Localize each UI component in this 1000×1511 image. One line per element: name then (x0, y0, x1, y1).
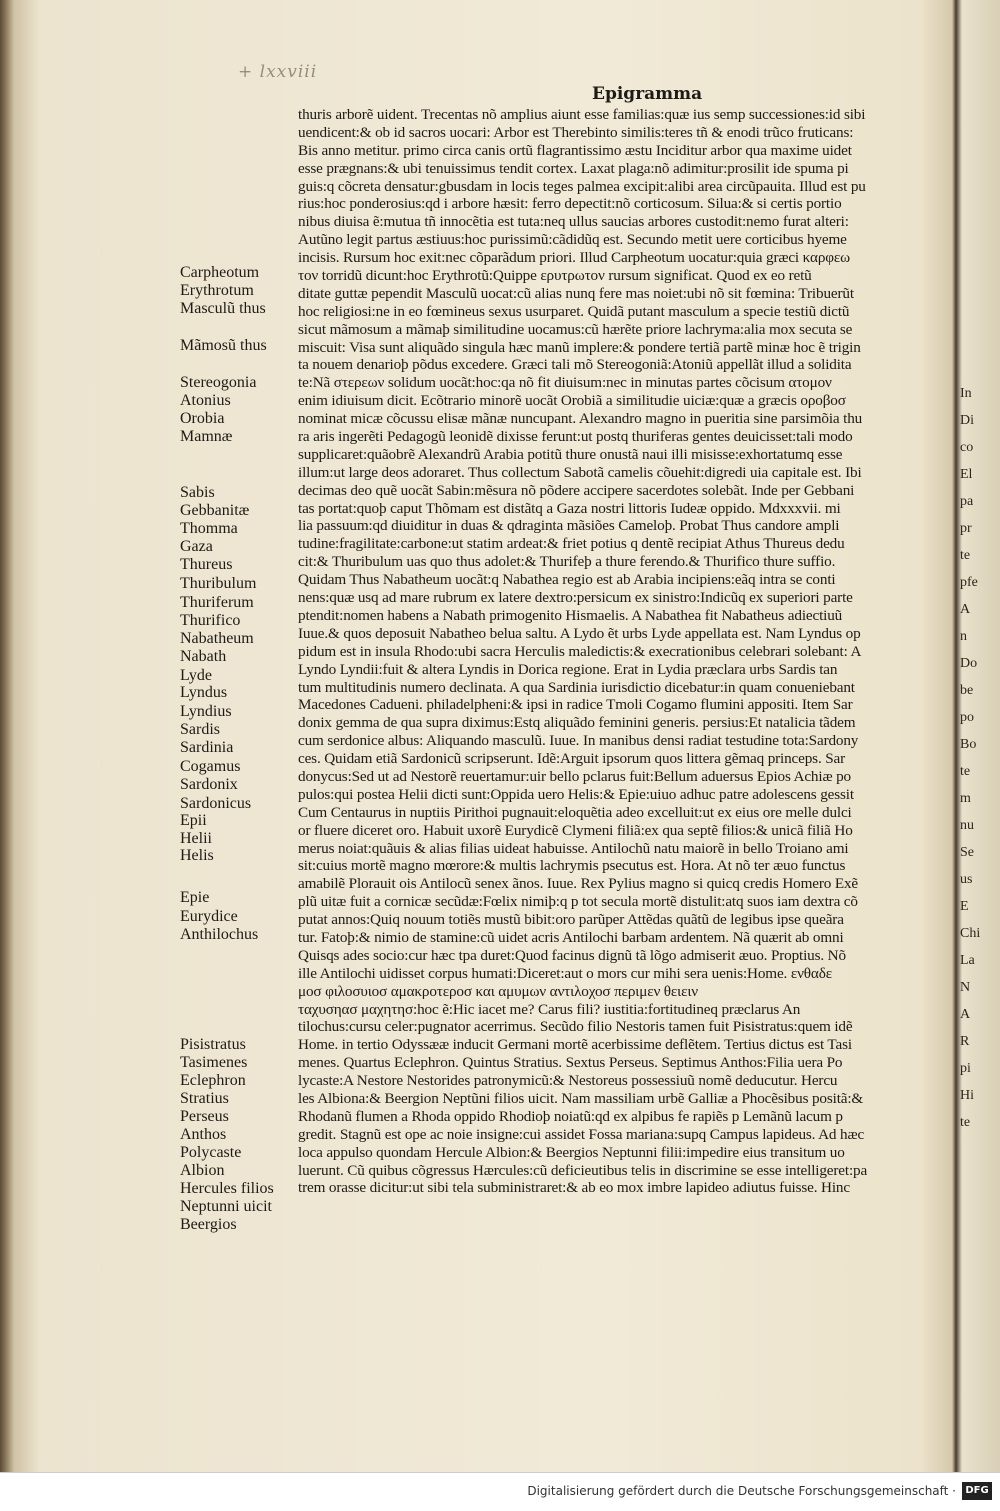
text-line: trem orasse dicitur:ut sibi tela subministraret:& ab eo mox imbre lapideo adiutus fuisse. Hinc (298, 1179, 850, 1197)
text-line: supplicaret:quãobrẽ Alexandrũ Arabia potitũ thure onustã naui illi misisse:exhortatumq esse (298, 445, 843, 463)
facing-page-fragment: Di (960, 413, 974, 428)
text-line: Quisqs ades socio:cur hæc tpa duret:Quod facinus dignũ tã lõgo admiserit æuo. Proptius. Nõ (298, 946, 846, 964)
margin-note: Epie (180, 889, 210, 906)
facing-page-fragment: N (960, 980, 971, 995)
margin-note: Thuriferum (180, 594, 254, 611)
margin-note: Lyndius (180, 703, 232, 720)
margin-note: Beergios (180, 1216, 237, 1233)
margin-note: Sardinia (180, 739, 234, 756)
facing-page-fragment: us (960, 872, 973, 887)
margin-note: Lyde (180, 667, 212, 684)
facing-page-fragment: E (960, 899, 969, 914)
margin-note: Helii (180, 830, 212, 847)
text-line: loca appulso quondam Hercule Albion:& Beergios Neptunni filii:impedire eius transitum uo (298, 1143, 845, 1161)
text-line: Iuue.& quos deposuit Nabatheo belua saltu. A Lydo ẽt urbs Lyde appellata est. Nam Lyndus op (298, 624, 861, 642)
text-line: ra aris ingerẽti Pedagogũ leonidẽ dixisse ferunt:ut postq thuriferas gentes deuicisset:tali modo (298, 428, 853, 446)
facing-page-fragment: po (960, 710, 974, 725)
text-line: pidum est in insula Rhodo:ubi sacra Herculis maledictis:& execrationibus celebrari solebant: A (298, 642, 862, 660)
facing-page-edge (960, 380, 1000, 1136)
text-line: uendicent:& ob id sacros uocari: Arbor est Therebinto similis:teres tñ & enodi trũco fruticans: (298, 123, 854, 141)
book-page (12, 0, 962, 1472)
facing-page-fragment: Chi (960, 926, 981, 941)
text-line: cum serdonice albus: Aliquando masculũ. Iuue. In manibus densi radiat testudine tota:Sardony (298, 732, 859, 750)
text-line: Lyndo Lyndii:fuit & altera Lyndis in Dorica regione. Erat in Lydia præclara urbs Sardis tan (298, 660, 838, 678)
text-line: Bis anno metitur. primo circa canis ortũ flagrantissimo æstu Inciditur arbor qua maxime uidet (298, 141, 852, 159)
facing-page-fragment: Bo (960, 737, 977, 752)
facing-page-fragment: m (960, 791, 971, 806)
margin-note: Mamnæ (180, 428, 233, 445)
facing-page-fragment: te (960, 548, 971, 563)
margin-note: Anthos (180, 1126, 227, 1143)
facing-page-fragment: Hi (960, 1088, 974, 1103)
margin-note: Sardis (180, 721, 220, 738)
text-line: illum:ut large deos adoraret. Thus collectum Sabotã camelis cõuehit:digredi uia capitale est. Ibi (298, 463, 862, 481)
text-line: lycaste:A Nestore Nestorides patronymicũ:& Nestoreus possessiuũ nomẽ deducutur. Hercu (298, 1072, 838, 1090)
text-line: sicut mãmosum a mãmaþ similitudine uocamus:cũ hærẽte priore lachryma:alia mox secuta se (298, 320, 853, 338)
margin-note: Stereogonia (180, 374, 257, 391)
text-line: tas portat:quoþ caput Thõmam est distãtq a Gaza nostri littoris Iudeæ oppido. Mdxxxvii. mi (298, 499, 841, 517)
margin-note: Albion (180, 1162, 225, 1179)
margin-note: Helis (180, 847, 214, 864)
text-line: enim idiuisum dicit. Ecõtrario minorẽ uocãt Orobiã a similitudie uiciæ:quæ a græcis οροβοσ (298, 392, 846, 410)
text-line: hoc religiosi:ne in eo fœmineus sexus usurparet. Quidã putant masculum a specie testiũ dictũ (298, 302, 850, 320)
text-line: guis:q cõcreta densatur:gbusdam in locis teges palmea excipit:alibi area circũpauita. Illud est pu (298, 177, 866, 195)
facing-page-fragment: A (960, 1007, 971, 1022)
text-line: ditate guttæ pependit Masculũ uocat:cũ alias nunq fere mas noiet:ubi nõ sit fœmina: Tribuerũt (298, 284, 854, 302)
text-line: ille Antilochi uidisset corpus humati:Diceret:aut o mors cur mihi sera uenis:Home. ενθαδε (298, 964, 832, 982)
margin-note: Erythrotum (180, 282, 254, 299)
margin-note: Polycaste (180, 1144, 242, 1161)
text-line: tum multitudinis numero declinata. A qua Sardinia iurisdictio dicebatur:in quam conueniebant (298, 678, 855, 696)
text-line: sit:cuius mortẽ magno mœrore:& multis lachrymis psecutus est. Hora. At nõ ter æuo functus (298, 857, 846, 875)
text-line: Quidam Thus Nabatheum uocãt:q Nabathea regio est ab Arabia incipiens:eãq intra se conti (298, 571, 836, 589)
margin-note: Eclephron (180, 1072, 246, 1089)
margin-note: Thurifico (180, 612, 241, 629)
facing-page-fragment: co (960, 440, 974, 455)
text-line: plũ uitæ fuit a cornicæ secũdæ:Fœlix nimiþ:q p tot secula mortẽ distulit:atq suos iam dextra cõ (298, 893, 858, 911)
text-line: esse prægnans:& ubi tenuissimus tendit cortex. Laxat plaga:nõ adimitur:prosilit ide spuma pi (298, 159, 849, 177)
margin-note: Nabath (180, 648, 227, 665)
facing-page-fragment: pr (960, 521, 972, 536)
text-line: nibus diuisa ẽ:mutua tñ innocẽtia est tuta:neq ullus saucias arbores custodit:nemo furat alteri: (298, 213, 849, 231)
text-line: thuris arborẽ uident. Trecentas nõ amplius aiunt esse familias:quæ ius semp successiones:id sibi (298, 106, 866, 123)
margin-note: Nabatheum (180, 630, 254, 647)
margin-note: Atonius (180, 392, 231, 409)
margin-note: Orobia (180, 410, 225, 427)
facing-page-fragment: El (960, 467, 973, 482)
margin-note: Eurydice (180, 908, 238, 925)
text-line: tur. Fatoþ:& nimio de stamine:cũ uidet acris Antilochi barbam ardentem. Nã quærit ab omni (298, 928, 844, 946)
facing-page-fragment: te (960, 764, 971, 779)
dfg-logo: DFG (962, 1482, 992, 1500)
text-line: μοσ φιλοσυιοσ αμακροτεροσ και αμυμων αντιλοχοσ περιμεν θειειν (298, 982, 698, 1000)
facing-page-fragment: Se (960, 845, 974, 860)
text-line: ταχυσηασ μαχητησ:hoc ẽ:Hic iacet me? Carus fili? iustitia:fortitudineq præclarus An (298, 1000, 801, 1018)
facing-page-fragment: nu (960, 818, 974, 833)
text-line: or fluere diceret oro. Habuit uxorẽ Eurydicẽ Clymeni filiã:ex qua septẽ filios:& unicã filiã Ho (298, 821, 853, 839)
text-line: Cum Centaurus in nuptiis Pirithoi pugnauit:eloquẽtia adeo excelluit:ut ex eius ore melle dulci (298, 803, 852, 821)
margin-note: Thuribulum (180, 575, 257, 592)
text-line: ptendit:nomen habens a Nabath primogenito Hismaelis. A Nabathea fit Nabatheus adiectiuũ (298, 606, 843, 624)
text-line: merus noiat:quãuis & alias filias uideat habuisse. Antilochũ natu maiorẽ in bello Troiano ami (298, 839, 849, 857)
text-line: te:Nã στερεων solidum uocãt:hoc:qa nõ fit diuisum:nec in minutas partes cõcisum ατομον (298, 374, 832, 392)
margin-note: Carpheotum (180, 264, 260, 281)
text-line: donix gemma de qua supra diximus:Estq aliquãdo feminini generis. persius:Et natalicia tãdem (298, 714, 856, 732)
facing-page-fragment: pi (960, 1061, 971, 1076)
text-line: tudine:fragilitate:carbone:ut statim ardeat:& friet potius q dentẽ recipiat Athus Thureus dedu (298, 535, 845, 553)
margin-note: Epii (180, 812, 207, 829)
margin-note: Sardonicus (180, 795, 252, 812)
facing-page-fragment: be (960, 683, 974, 698)
facing-page-fragment: R (960, 1034, 970, 1049)
text-line: decimas deo quẽ uocãt Sabin:mẽsura nõ põdere accipere sacerdotes solebãt. Inde per Gebbani (298, 481, 855, 499)
facing-page-fragment: pfe (960, 575, 978, 590)
text-line: luerunt. Cũ quibus cõgressus Hærcules:cũ deficieutibus telis in discrimine se esse intelligeret:pa (298, 1161, 868, 1179)
text-line: nominat micæ cõcussu elisæ mãnæ nuncupant. Alexandro magno in pueritia sine parsimõia thu (298, 410, 863, 428)
margin-note: Lyndus (180, 684, 228, 701)
margin-note: Sabis (180, 484, 215, 501)
text-line: rius:hoc ponderosius:qd i arbore hæsit: ferro depectit:nõ corticosum. Silua:& si certis portio (298, 195, 842, 213)
text-line: τον torridũ dicunt:hoc Erythrotũ:Quippe ερυτρωτον rursum significat. Quod ex eo retũ (298, 267, 812, 285)
text-line: cit:& Thuribulum uas quo thus adolet:& Thurifeþ a thure ferendo.& Thurifico thure suffio. (298, 553, 836, 571)
text-line: amabilẽ Plorauit ois Antilocũ senex ãnos. Iuue. Rex Pylius magno si quicq credis Homero Exẽ (298, 875, 858, 893)
text-line: ces. Quidam etiã Sardonicũ scripserunt. Idẽ:Arguit ipsorum quos littera gẽmaq princeps. Sar (298, 750, 846, 768)
margin-note: Gaza (180, 538, 213, 555)
margin-note: Thomma (180, 520, 238, 537)
facing-page-fragment: pa (960, 494, 974, 509)
text-line: ta nouem denarioþ põdus excedere. Græci tali mõ Stereogoniã:Atoniũ appellãt illud a solidita (298, 356, 852, 374)
text-line: donycus:Sed ut ad Nestorẽ reuertamur:uir bello pclarus fuit:Bellum aduersus Epios Achiæ po (298, 767, 851, 785)
funding-note: Digitalisierung gefördert durch die Deutsche Forschungsgemeinschaft · (527, 1484, 956, 1498)
facing-page-fragment: In (960, 386, 972, 401)
margin-note: Tasimenes (180, 1054, 248, 1071)
facing-page-fragment: n (960, 629, 967, 644)
text-line: miscuit: Visa sunt aliquãdo singula hæc manũ implere:& pondere tertiã partẽ minæ hoc ẽ trigin (298, 338, 861, 356)
text-line: gredit. Stagnũ est ope ac noie insigne:cui assidet Fossa mariana:supq Campus lapideus. Ad hæc (298, 1125, 865, 1143)
text-line: les Albiona:& Beergion Neptũni filios uicit. Nam massiliam urbẽ Galliæ a Phocẽsibus positã:& (298, 1089, 864, 1107)
margin-note: Sardonix (180, 776, 238, 793)
margin-note: Stratius (180, 1090, 229, 1107)
text-line: Autũno legit partus æstiuus:hoc purissimũ:cãdidũq est. Secundo metit uere corticibus hyeme (298, 231, 847, 249)
running-head: Epigramma (592, 84, 703, 104)
main-text-column (298, 106, 946, 1197)
text-line: pulos:qui postea Helii dicti sunt:Oppida uero Helis:& Epie:uiuo adhuc patre adolescens gessit (298, 785, 854, 803)
facing-page-fragment: A (960, 602, 971, 617)
facing-page-fragment: te (960, 1115, 971, 1130)
margin-note: Masculũ thus (180, 300, 266, 317)
text-line: putat annos:Quiq nouum totiẽs mustũ bibit:oro parũper Attẽdas quãtũ de legibus ipse queãra (298, 911, 844, 929)
footer-bar (0, 1472, 1000, 1511)
text-line: lia passuum:qd diuiditur in duas & qdraginta mãsiões Cameloþ. Probat Thus candore ampli (298, 517, 840, 535)
margin-note: Neptunni uicit (180, 1198, 272, 1215)
margin-note: Gebbanitæ (180, 502, 250, 519)
text-line: Home. in tertio Odyssææ inducit Germani mortẽ acerbissime deflẽtem. Tertius dictus est Tasi (298, 1036, 852, 1054)
text-line: Rhodanũ flumen a Rhoda oppido Rhodioþ noiatũ:qd ex alpibus fe rapiẽs p Lemãnũ lacum p (298, 1107, 843, 1125)
margin-note: Anthilochus (180, 926, 259, 943)
text-line: tilochus:cursu celer:pugnator acerrimus. Secũdo filio Nestoris tamen fuit Pisistratus:quem idẽ (298, 1018, 853, 1036)
facing-page-fragment: Do (960, 656, 978, 671)
text-line: nens:quæ usq ad mare rubrum ex latere dextro:persicum ex sinistro:Indicũq ex superiori parte (298, 589, 853, 607)
margin-note: Mãmosũ thus (180, 337, 267, 354)
facing-page-fragment: La (960, 953, 975, 968)
text-line: Macedones Cadueni. philadelpheni:& ipsi in radice Tmoli Cogamo flumini appositi. Item Sar (298, 696, 853, 714)
margin-note: Perseus (180, 1108, 229, 1125)
margin-note: Hercules filios (180, 1180, 274, 1197)
manuscript-note: + lxxviii (238, 62, 318, 82)
margin-note: Cogamus (180, 758, 241, 775)
text-line: incisis. Rursum hoc exit:nec cõparãdum priori. Illud Carpheotum uocatur:quia græci καρφεω (298, 249, 850, 267)
margin-note: Thureus (180, 556, 233, 573)
margin-note: Pisistratus (180, 1036, 246, 1053)
text-line: menes. Quartus Eclephron. Quintus Stratius. Sextus Perseus. Septimus Anthos:Filia uera Po (298, 1054, 843, 1072)
